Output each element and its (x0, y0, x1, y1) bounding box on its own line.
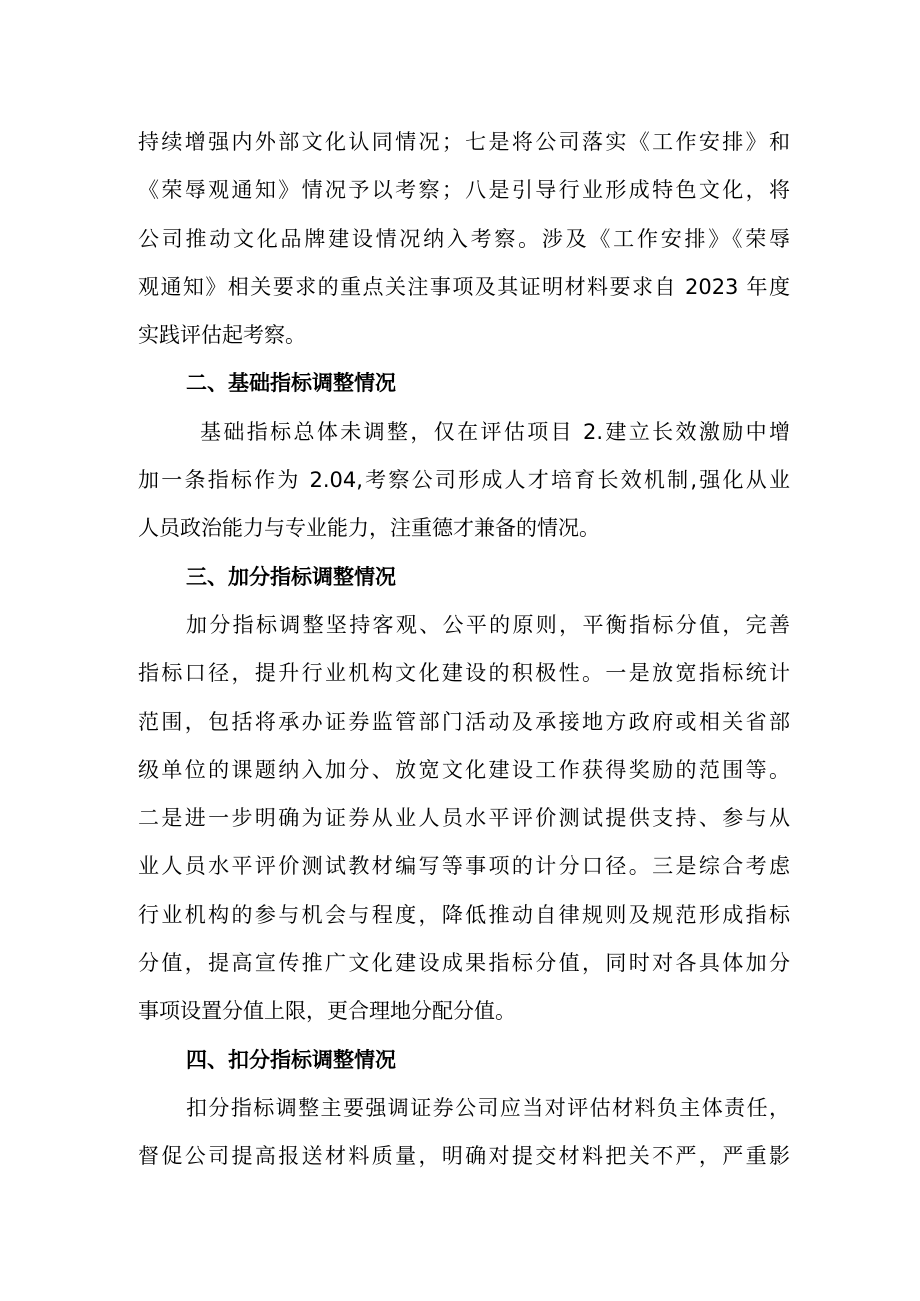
text-line: 《荣辱观通知》情况予以考察；八是引导行业形成特色文化，将 (138, 178, 790, 203)
section-heading-bonus-indicators: 三、加分指标调整情况 (186, 564, 396, 589)
text-line: 行业机构的参与机会与程度，降低推动自律规则及规范形成指标 (138, 902, 790, 927)
text-line: 事项设置分值上限，更合理地分配分值。 (138, 999, 516, 1024)
section-heading-deduction-indicators: 四、扣分指标调整情况 (186, 1047, 396, 1072)
intro-paragraph (138, 118, 790, 359)
deduction-indicators-paragraph (138, 1084, 790, 1181)
text-line: 持续增强内外部文化认同情况；七是将公司落实《工作安排》和 (138, 130, 790, 154)
text-line: 人员政治能力与专业能力，注重德才兼备的情况。 (138, 516, 600, 541)
text-line: 基础指标总体未调整，仅在评估项目 2.建立长效激励中增 (200, 419, 790, 444)
text-line: 加一条指标作为 2.04,考察公司形成人才培育长效机制,强化从业 (138, 468, 790, 493)
text-line: 扣分指标调整主要强调证券公司应当对评估材料负主体责任， (186, 1095, 790, 1120)
text-line: 公司推动文化品牌建设情况纳入考察。涉及《工作安排》《荣辱 (138, 226, 790, 251)
text-line: 实践评估起考察。 (138, 323, 306, 348)
text-line: 分值，提高宣传推广文化建设成果指标分值，同时对各具体加分 (138, 951, 790, 976)
bonus-indicators-paragraph (138, 601, 790, 1036)
section-heading-basic-indicators: 二、基础指标调整情况 (186, 371, 396, 396)
text-line: 观通知》相关要求的重点关注事项及其证明材料要求自 2023 年度 (138, 274, 790, 299)
text-line: 督促公司提高报送材料质量，明确对提交材料把关不严，严重影 (138, 1144, 790, 1169)
text-line: 二是进一步明确为证券从业人员水平评价测试提供支持、参与从 (138, 806, 790, 831)
basic-indicators-paragraph (138, 408, 790, 553)
text-line: 级单位的课题纳入加分、放宽文化建设工作获得奖励的范围等。 (138, 757, 790, 782)
text-line: 范围，包括将承办证券监管部门活动及承接地方政府或相关省部 (138, 709, 790, 734)
text-line: 业人员水平评价测试教材编写等事项的计分口径。三是综合考虑 (138, 854, 790, 879)
text-line: 指标口径，提升行业机构文化建设的积极性。一是放宽指标统计 (138, 661, 790, 686)
document-body (138, 118, 790, 1181)
text-line: 加分指标调整坚持客观、公平的原则，平衡指标分值，完善 (186, 612, 790, 637)
